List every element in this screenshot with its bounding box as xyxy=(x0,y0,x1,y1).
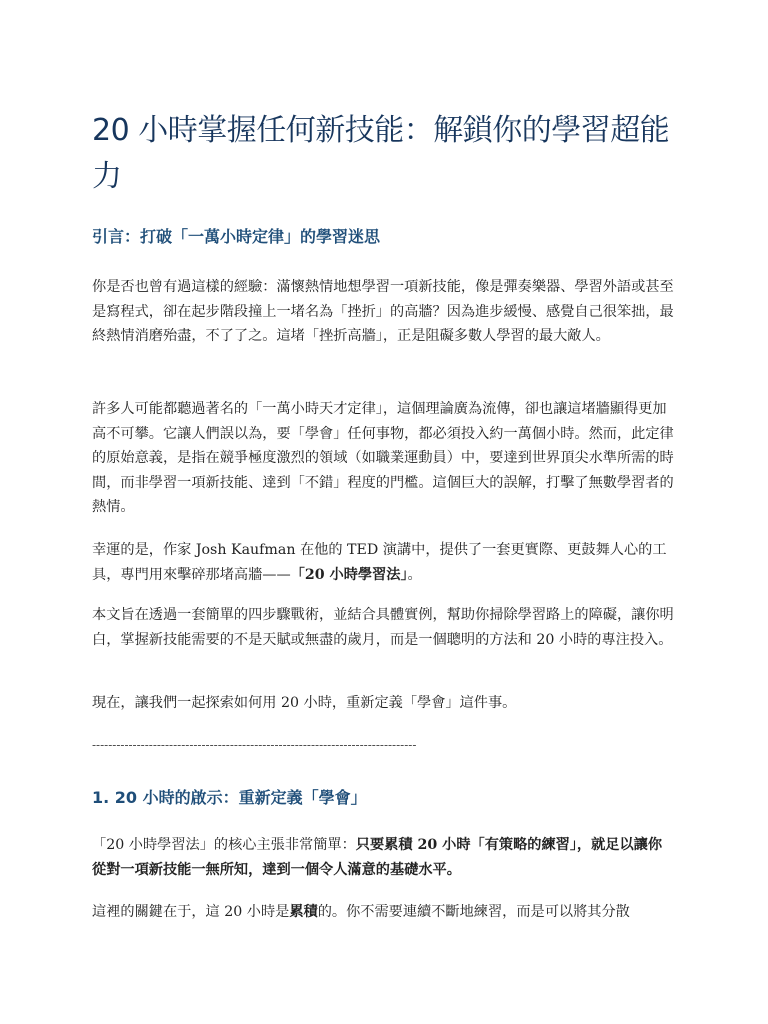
intro-paragraph-5: 現在，讓我們一起探索如何用 20 小時，重新定義「學會」這件事。 xyxy=(92,695,517,711)
page-title: 20 小時掌握任何新技能：解鎖你的學習超能力 xyxy=(92,113,670,194)
cumulative-bold: 累積 xyxy=(289,904,318,920)
method-name-bold: 「20 小時學習法」 xyxy=(290,566,408,583)
intro-paragraph-3-end: 。 xyxy=(407,566,422,583)
intro-paragraph-2: 許多人可能都聽過著名的「一萬小時天才定律」，這個理論廣為流傳，卻也讓這堵牆顯得更加高不可攀。它讓人們誤以為，要「學會」任何事物，都必須投入約一萬個小時。然而，此定律的原始意義，是指在競爭極度激烈的領域（如職業運動員）中，要達到世界頂尖水準所需的時間，而非學習一項新技能、達到「不錯」程度的門檻。這個巨大的誤解，打擊了無數學習者的熱情。 xyxy=(92,401,674,515)
section-1-paragraph-2-end: 的。你不需要連續不斷地練習，而是可以將其分散 xyxy=(317,904,630,920)
section-1-paragraph-1 xyxy=(92,833,674,882)
intro-paragraph-1: 你是否也曾有過這樣的經驗：滿懷熱情地想學習一項新技能，像是彈奏樂器、學習外語或甚至是寫程式，卻在起步階段撞上一堵名為「挫折」的高牆？因為進步緩慢、感覺自己很笨拙，最終熱情消磨殆盡，不了了之。這堵「挫折高牆」，正是阻礙多數人學習的最大敵人。 xyxy=(92,279,674,344)
intro-paragraph-3-text: 幸運的是，作家 Josh Kaufman 在他的 TED 演講中，提供了一套更實際、更鼓舞人心的工具，專門用來擊碎那堵高牆—— xyxy=(92,542,667,583)
intro-heading: 引言：打破「一萬小時定律」的學習迷思 xyxy=(92,227,381,246)
section-1-paragraph-2-text: 這裡的關鍵在于，這 20 小時是 xyxy=(92,904,290,920)
section-divider: -------------------------------------------------------------------------------- xyxy=(92,738,417,752)
intro-paragraph-4: 本文旨在透過一套簡單的四步驟戰術，並結合具體實例，幫助你掃除學習路上的障礙，讓你明白，掌握新技能需要的不是天賦或無盡的歲月，而是一個聰明的方法和 20 小時的專注投入。 xyxy=(92,607,674,648)
core-claim-bold: 只要累積 20 小時「有策略的練習」，就足以讓你從對一項新技能一無所知，達到一個令人滿意的基礎水平。 xyxy=(92,837,663,878)
section-1-paragraph-2 xyxy=(92,900,674,925)
section-1-heading: 1. 20 小時的啟示：重新定義「學會」 xyxy=(92,788,367,807)
section-1-paragraph-1-text: 「20 小時學習法」的核心主張非常簡單： xyxy=(92,837,356,853)
intro-paragraph-3 xyxy=(92,538,674,587)
